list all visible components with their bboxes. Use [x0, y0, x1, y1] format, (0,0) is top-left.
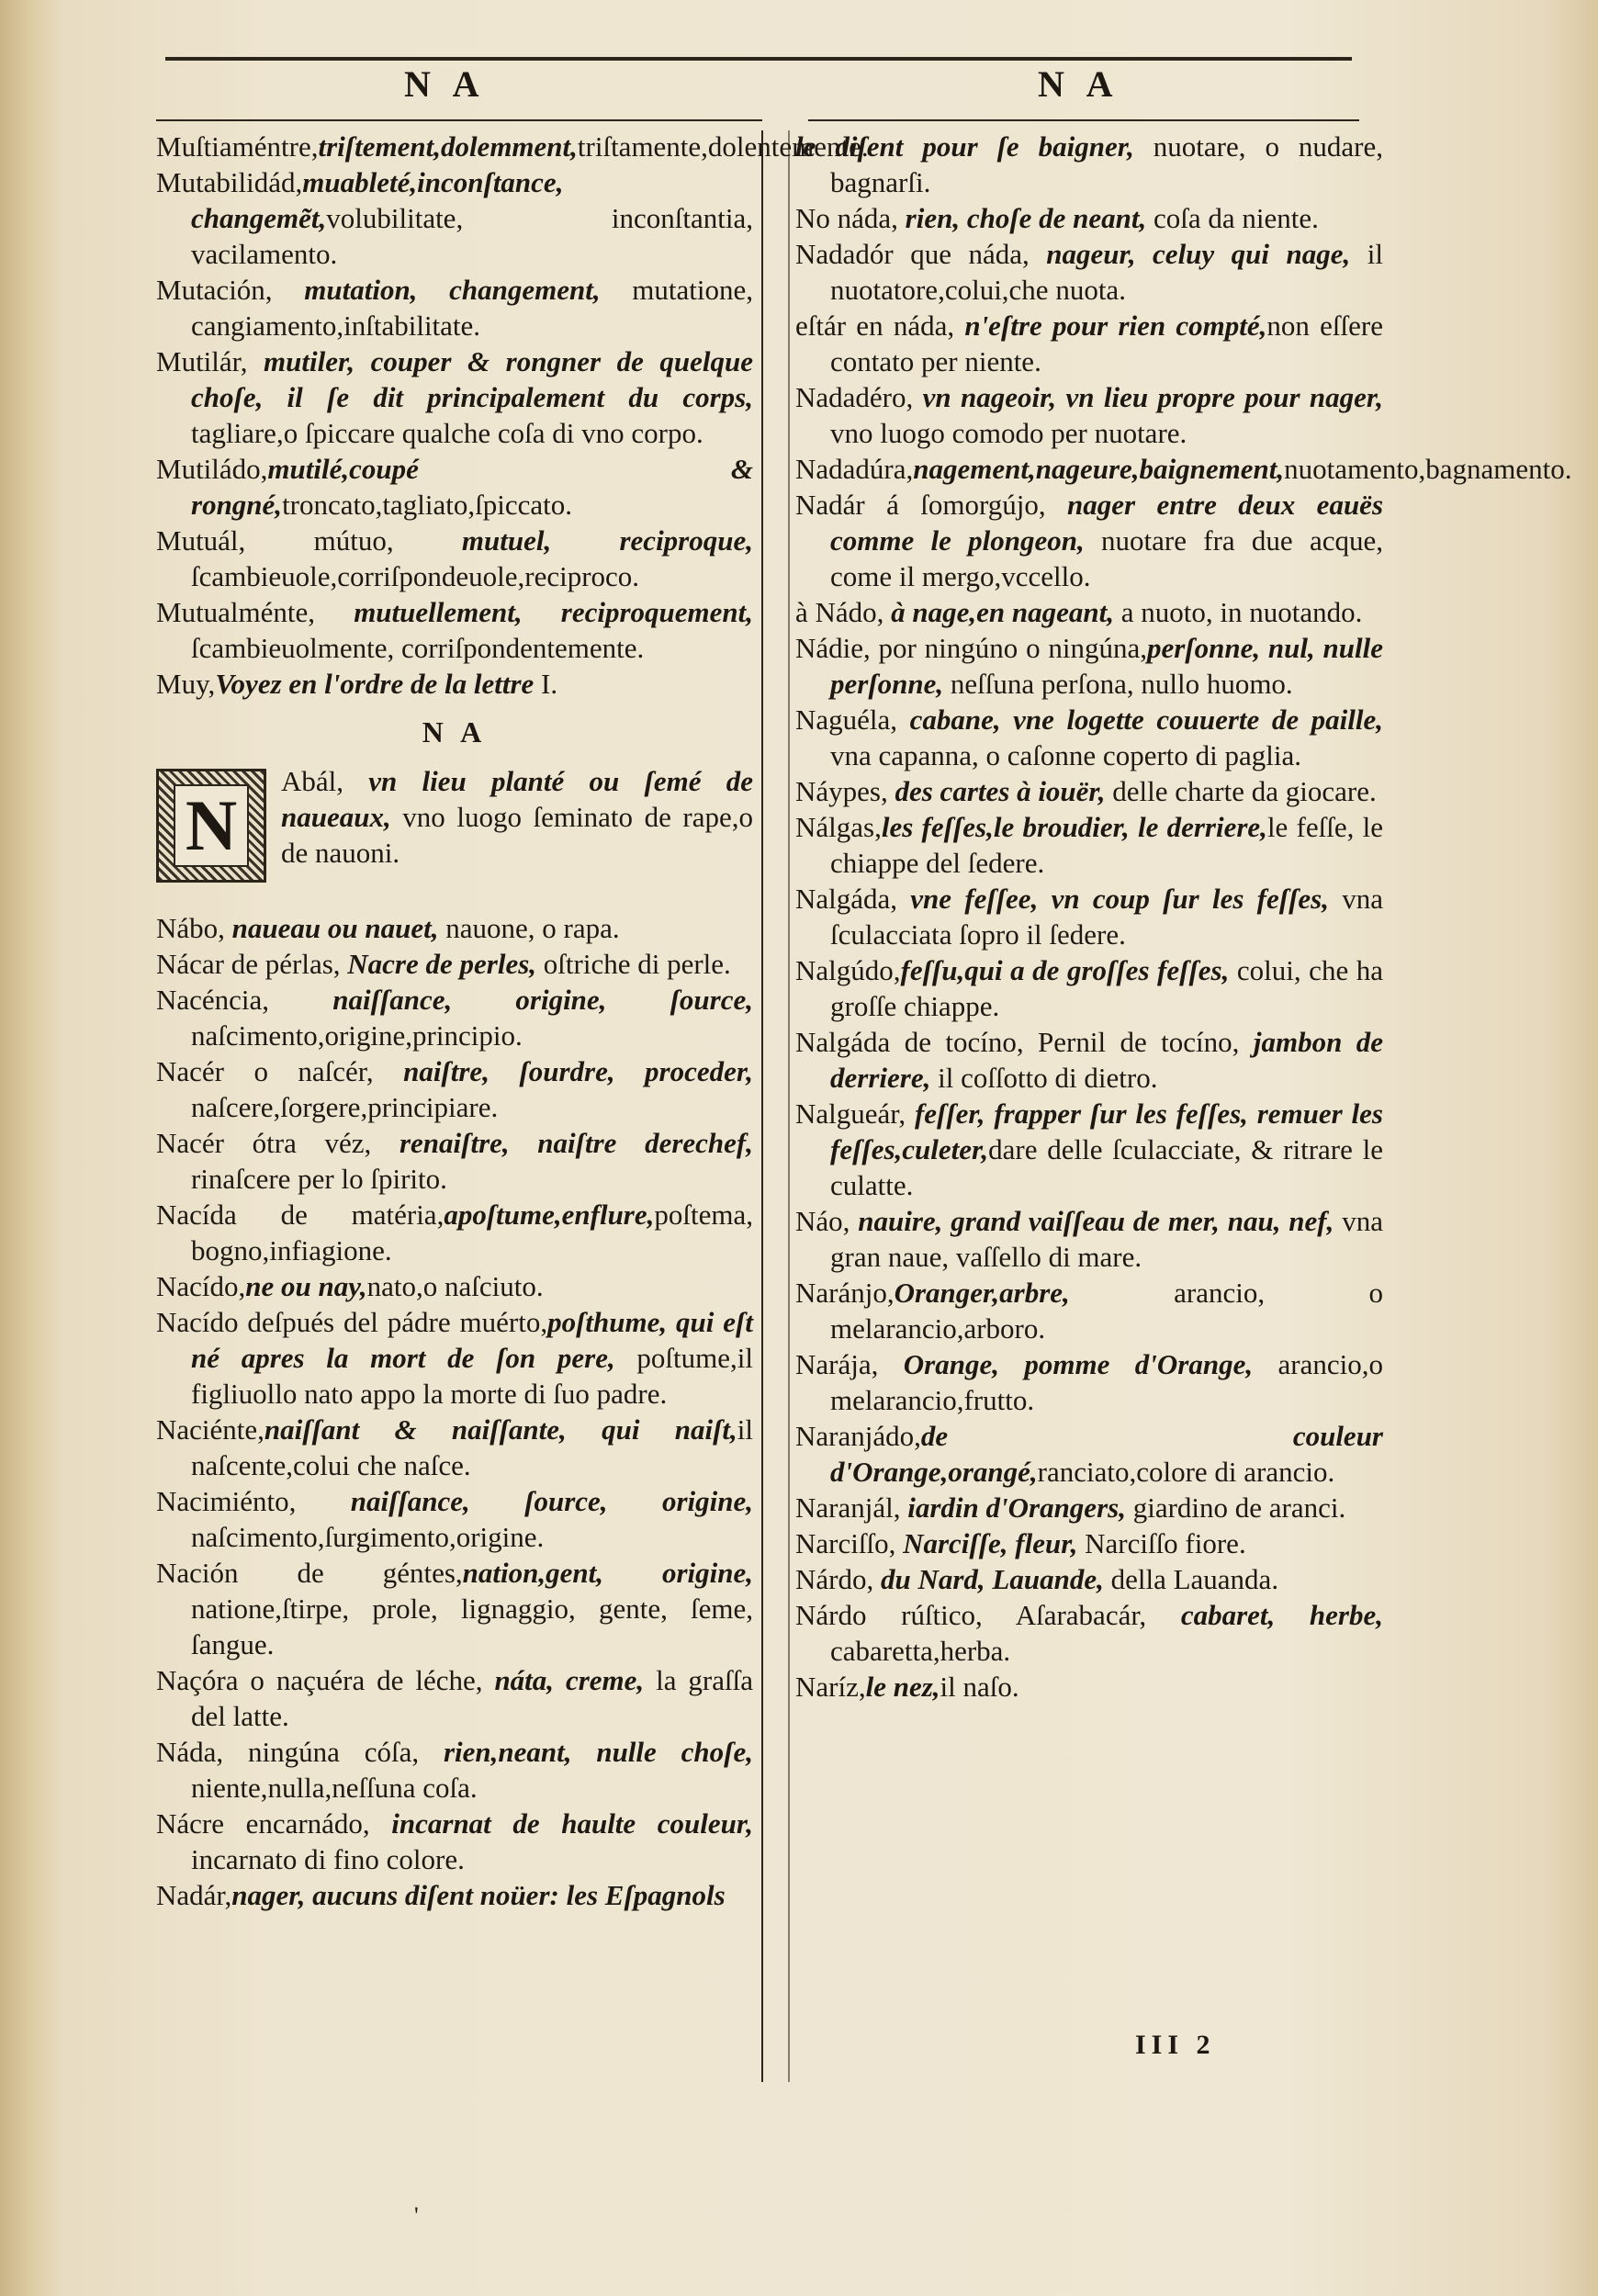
- entry-headword: Mutuál, mútuo,: [156, 524, 462, 557]
- entry-headword: Abál,: [281, 765, 369, 797]
- dictionary-entry: [156, 451, 753, 523]
- entry-french: le nez,: [865, 1671, 940, 1703]
- right-head-rule: [808, 119, 1359, 121]
- entry-italian: natione,ſtirpe, prole, lignaggio, gente, ſeme, ſangue.: [191, 1593, 753, 1660]
- entry-italian: delle charte da giocare.: [1105, 775, 1377, 807]
- entry-french: des cartes à iouër,: [895, 775, 1106, 807]
- entry-french: Nacre de perles,: [347, 948, 537, 980]
- dictionary-entry: [156, 1662, 753, 1734]
- dictionary-entry: [156, 1806, 753, 1877]
- entry-headword: à Nádo,: [795, 596, 892, 628]
- dictionary-entry: [156, 594, 753, 666]
- dictionary-entry: [795, 1024, 1383, 1096]
- entry-french: jambon de derriere,: [830, 1026, 1383, 1094]
- entry-italian: le feſſe, le chiappe del ſedere.: [830, 811, 1383, 879]
- entry-headword: Nábo,: [156, 912, 232, 944]
- dictionary-entry: [156, 129, 869, 164]
- column-divider-secondary: [788, 130, 790, 2082]
- entry-headword: Mutabilidád,: [156, 166, 303, 198]
- dictionary-entry: [795, 773, 1383, 809]
- entry-french: vne feſſee, vn coup ſur les feſſes,: [910, 883, 1329, 915]
- entry-french: mutuel, reciproque,: [461, 524, 753, 557]
- entry-italian: nuotamento,bagnamento.: [1284, 453, 1572, 485]
- entry-italian: rinaſcere per lo ſpirito.: [191, 1163, 447, 1195]
- entry-italian: il naſo.: [940, 1671, 1019, 1703]
- entry-french: iardin d'Orangers,: [907, 1491, 1126, 1524]
- entry-french: nagement,nageure,baignement,: [913, 453, 1285, 485]
- entry-headword: Nadadéro,: [795, 381, 923, 413]
- dictionary-entry: [795, 308, 1383, 379]
- entry-headword: Nacér o naſcér,: [156, 1055, 404, 1087]
- dictionary-entry: [156, 1268, 753, 1304]
- entry-french: nager entre deux eauës comme le plongeon,: [830, 489, 1384, 557]
- dictionary-entry: [156, 523, 753, 594]
- entry-french: muableté,inconſtance, changemẽt,: [191, 166, 564, 234]
- dictionary-entry: [156, 1483, 753, 1555]
- entry-french: naueau ou nauet,: [231, 912, 439, 944]
- entry-french: nauire, grand vaiſſeau de mer, nau, nef,: [858, 1205, 1334, 1237]
- entry-french: naiſſance, origine, ſource,: [332, 984, 753, 1016]
- entry-french: feſſu,qui a de groſſes feſſes,: [900, 954, 1230, 986]
- entry-headword: Nalgáda,: [795, 883, 911, 915]
- entry-french: apoſtume,enflure,: [444, 1199, 655, 1231]
- entry-headword: eſtár en náda,: [795, 310, 965, 342]
- entry-headword: Nacída de matéria,: [156, 1199, 445, 1231]
- entry-italian: niente,nulla,neſſuna coſa.: [191, 1772, 478, 1804]
- entry-italian: dare delle ſculacciate, & ritrare le culatte.: [830, 1133, 1383, 1201]
- entry-french: du Nard, Lauande,: [880, 1563, 1104, 1595]
- entry-french: cabane, vne logette couuerte de paille,: [909, 703, 1383, 736]
- entry-italian: poſtema, bogno,infiagione.: [191, 1199, 753, 1266]
- entry-french: Orange, pomme d'Orange,: [903, 1348, 1254, 1380]
- entry-headword: Nacéncia,: [156, 984, 333, 1016]
- dictionary-entry: [156, 1877, 753, 1913]
- entry-headword: Nacído deſpués del pádre muérto,: [156, 1306, 548, 1338]
- entry-french: Narciſſe, fleur,: [903, 1527, 1078, 1559]
- entry-italian: tagliare,o ſpiccare qualche coſa di vno corpo.: [191, 417, 703, 449]
- dictionary-entry: [795, 379, 1383, 451]
- entry-headword: Nácre encarnádo,: [156, 1807, 392, 1840]
- entry-headword: Nálgas,: [795, 811, 882, 843]
- entry-italian: naſcere,ſorgere,principiare.: [191, 1091, 499, 1123]
- entry-french: nageur, celuy qui nage,: [1046, 238, 1351, 270]
- entry-headword: Nadadór que náda,: [795, 238, 1047, 270]
- entry-italian: mutatione, cangiamento,inſtabilitate.: [191, 274, 753, 342]
- left-entries-after: [156, 910, 753, 1913]
- entry-french: Oranger,arbre,: [894, 1277, 1070, 1309]
- dictionary-entry: [156, 1053, 753, 1125]
- right-column: [795, 129, 1572, 1705]
- dictionary-entry: [795, 809, 1383, 881]
- dictionary-entry: [156, 1555, 753, 1662]
- dictionary-entry: [795, 1275, 1383, 1346]
- dictionary-entry: [795, 200, 1383, 236]
- dictionary-entry: [156, 982, 753, 1053]
- entry-italian: poſtume,il figliuollo nato appo la morte di ſuo padre.: [191, 1342, 754, 1410]
- dictionary-entry: [156, 1304, 753, 1412]
- entry-french: vn nageoir, vn lieu propre pour nager,: [922, 381, 1383, 413]
- entry-italian: vna capanna, o caſonne coperto di paglia.: [830, 739, 1301, 771]
- entry-italian: vno luogo comodo per nuotare.: [830, 417, 1187, 449]
- entry-french: renaiſtre, naiſtre derechef,: [399, 1127, 753, 1159]
- decorated-initial: [156, 769, 266, 883]
- entry-headword: Mutación,: [156, 274, 305, 306]
- entry-italian: colui, che ha groſſe chiappe.: [830, 954, 1383, 1022]
- column-divider: [761, 130, 763, 2082]
- entry-french: rien,neant, nulle choſe,: [443, 1736, 753, 1768]
- entry-headword: Narciſſo,: [795, 1527, 904, 1559]
- dictionary-entry: [156, 1734, 753, 1806]
- entry-headword: Nácar de pérlas,: [156, 948, 348, 980]
- entry-headword: Náda, ningúna cóſa,: [156, 1736, 444, 1768]
- entry-french: naiſtre, ſourdre, proceder,: [403, 1055, 753, 1087]
- dictionary-entry: [795, 881, 1383, 952]
- entry-headword: Naçóra o naçuéra de léche,: [156, 1664, 495, 1696]
- entry-italian: il naſcente,colui che naſce.: [191, 1413, 753, 1481]
- entry-italian: coſa da niente.: [1146, 202, 1319, 234]
- entry-italian: oſtriche di perle.: [536, 948, 731, 980]
- entry-headword: Narája,: [795, 1348, 904, 1380]
- entry-italian: ranciato,colore di arancio.: [1037, 1456, 1335, 1488]
- entry-french: mutuellement, reciproquement,: [354, 596, 753, 628]
- entry-french: mutation, changement,: [304, 274, 601, 306]
- entry-headword: Nárdo,: [795, 1563, 881, 1595]
- entry-french: vn lieu planté ou ſemé de naueaux,: [281, 765, 754, 833]
- entry-headword: Nádie, por ningúno o ningúna,: [795, 632, 1147, 664]
- entry-headword: Nación de géntes,: [156, 1557, 463, 1589]
- dictionary-entry: [156, 946, 753, 982]
- dictionary-entry: [795, 702, 1383, 773]
- dictionary-entry: [156, 343, 753, 451]
- dictionary-entry: [795, 1597, 1383, 1669]
- section-opening: [156, 763, 753, 910]
- entry-headword: Mutualménte,: [156, 596, 354, 628]
- signature-mark: III 2: [1135, 2030, 1216, 2060]
- entry-headword: Muy,: [156, 668, 216, 700]
- entry-italian: nuotare fra due acque, come il mergo,vccello.: [830, 524, 1383, 592]
- dictionary-entry: [795, 1669, 1383, 1705]
- entry-italian: ſcambieuole,corriſpondeuole,reciproco.: [191, 560, 640, 592]
- entry-italian: nato,o naſciuto.: [366, 1270, 544, 1302]
- right-running-head: N A: [1038, 63, 1120, 105]
- dictionary-entry: [156, 666, 753, 702]
- initial-letter: N: [174, 784, 249, 867]
- entry-headword: Náypes,: [795, 775, 895, 807]
- dictionary-entry: [156, 1197, 753, 1268]
- entry-french: naiſſant & naiſſante, qui naiſt,: [264, 1413, 737, 1446]
- entry-italian: I.: [534, 668, 558, 700]
- entry-italian: ſcambieuolmente, corriſpondentemente.: [191, 632, 645, 664]
- entry-italian: neſſuna perſona, nullo huomo.: [943, 668, 1293, 700]
- entry-italian: naſcimento,origine,principio.: [191, 1019, 523, 1052]
- dictionary-entry: [156, 1412, 753, 1483]
- dictionary-entry: [795, 487, 1383, 594]
- entry-italian: la graſſa del latte.: [191, 1664, 753, 1732]
- dictionary-entry: [156, 910, 753, 946]
- entry-french: naiſſance, ſource, origine,: [350, 1485, 753, 1517]
- entry-headword: Nalgáda de tocíno, Pernil de tocíno,: [795, 1026, 1254, 1058]
- entry-headword: Naciénte,: [156, 1413, 264, 1446]
- entry-headword: Naguéla,: [795, 703, 910, 736]
- entry-italian: giardino de aranci.: [1125, 1491, 1346, 1524]
- entry-headword: Naríz,: [795, 1671, 866, 1703]
- entry-french: Voyez en l'ordre de la lettre: [215, 668, 535, 700]
- entry-italian: incarnato di fino colore.: [191, 1843, 465, 1875]
- entry-italian: arancio, o melarancio,arboro.: [830, 1277, 1383, 1345]
- right-entries: [795, 129, 1572, 1705]
- entry-french: náta, creme,: [494, 1664, 645, 1696]
- entry-headword: Nadadúra,: [795, 453, 914, 485]
- entry-french: mutilé,coupé & rongné,: [191, 453, 753, 521]
- dictionary-entry: [156, 272, 753, 343]
- entry-french: le diſent pour ſe baigner,: [795, 130, 1134, 163]
- entry-headword: Nadár,: [156, 1879, 232, 1911]
- dictionary-entry: [795, 129, 1383, 200]
- top-rule: [165, 57, 1352, 61]
- entry-french: n'eſtre pour rien compté,: [964, 310, 1267, 342]
- entry-italian: triſtamente,dolentemente.: [577, 130, 869, 163]
- dictionary-entry: [156, 1125, 753, 1197]
- dictionary-entry: [795, 451, 1572, 487]
- entry-headword: Náo,: [795, 1205, 859, 1237]
- entry-headword: Nacído,: [156, 1270, 246, 1302]
- entry-italian: a nuoto, in nuotando.: [1114, 596, 1363, 628]
- stray-mark: ': [414, 2202, 419, 2229]
- entry-french: poſthume, qui eſt né apres la mort de ſon pere,: [191, 1306, 753, 1374]
- dictionary-entry: [795, 1490, 1383, 1525]
- left-head-rule: [156, 119, 762, 121]
- entry-french: triſtement,dolemment,: [318, 130, 578, 163]
- entry-headword: Naranjál,: [795, 1491, 908, 1524]
- entry-headword: Nacér ótra véz,: [156, 1127, 400, 1159]
- entry-french: mutiler, couper & rongner de quelque choſe, il ſe dit principalement du corps,: [191, 345, 753, 413]
- entry-headword: Mutilár,: [156, 345, 264, 377]
- entry-french: incarnat de haulte couleur,: [391, 1807, 753, 1840]
- dictionary-entry: [795, 1561, 1383, 1597]
- entry-french: nager, aucuns diſent noüer: les Eſpagnols: [231, 1879, 726, 1911]
- entry-headword: Nadár á ſomorgújo,: [795, 489, 1068, 521]
- entry-headword: Naranjádo,: [795, 1420, 921, 1452]
- entry-italian: nauone, o rapa.: [438, 912, 620, 944]
- entry-headword: Muſtiaméntre,: [156, 130, 319, 163]
- entry-italian: Narciſſo fiore.: [1077, 1527, 1246, 1559]
- dictionary-entry: [795, 236, 1383, 308]
- entry-italian: arancio,o melarancio,frutto.: [830, 1348, 1384, 1416]
- dictionary-entry: [795, 1525, 1383, 1561]
- entry-italian: cabaretta,herba.: [830, 1635, 1011, 1667]
- entry-italian: della Lauanda.: [1103, 1563, 1279, 1595]
- dictionary-entry: [795, 594, 1383, 630]
- entry-italian: vna ſculacciata ſopro il ſedere.: [830, 883, 1384, 951]
- dictionary-entry: [795, 1346, 1383, 1418]
- entry-italian: vno luogo ſeminato de rape,o de nauoni.: [281, 801, 753, 869]
- entry-headword: Mutiládo,: [156, 453, 268, 485]
- dictionary-entry: [795, 630, 1383, 702]
- entry-french: perſonne, nul, nulle perſonne,: [830, 632, 1384, 700]
- entry-italian: il coſſotto di dietro.: [930, 1062, 1158, 1094]
- entry-italian: vna gran naue, vaſſello di mare.: [830, 1205, 1383, 1273]
- entry-headword: Nalgúdo,: [795, 954, 901, 986]
- dictionary-entry: [156, 164, 753, 272]
- entry-italian: naſcimento,ſurgimento,origine.: [191, 1521, 545, 1553]
- section-title: N A: [422, 715, 488, 748]
- entry-french: ne ou nay,: [245, 1270, 367, 1302]
- entry-headword: Nárdo rúſtico, Aſarabacár,: [795, 1599, 1181, 1631]
- dictionary-entry: [795, 1418, 1383, 1490]
- entry-french: rien, choſe de neant,: [905, 202, 1147, 234]
- entry-headword: No náda,: [795, 202, 906, 234]
- entry-italian: non eſſere contato per niente.: [830, 310, 1383, 377]
- entry-french: cabaret, herbe,: [1180, 1599, 1383, 1631]
- entry-italian: nuotare, o nudare, bagnarſi.: [830, 130, 1383, 198]
- entry-french: feſſer, frapper ſur les feſſes, remuer les feſſes,culeter,: [830, 1097, 1383, 1165]
- entry-french: les feſſes,le broudier, le derriere,: [881, 811, 1267, 843]
- entry-headword: Naránjo,: [795, 1277, 895, 1309]
- dictionary-entry: [795, 1096, 1383, 1203]
- left-running-head: N A: [404, 63, 487, 105]
- entry-french: nation,gent, origine,: [462, 1557, 753, 1589]
- dictionary-entry: [795, 1203, 1383, 1275]
- entry-italian: volubilitate, inconſtantia, vacilamento.: [191, 202, 753, 270]
- entry-headword: Nalgueár,: [795, 1097, 915, 1130]
- entry-headword: Nacimiénto,: [156, 1485, 351, 1517]
- entry-italian: il nuotatore,colui,che nuota.: [830, 238, 1383, 306]
- entry-french: de couleur d'Orange,orangé,: [830, 1420, 1383, 1488]
- dictionary-entry: [795, 952, 1383, 1024]
- entry-french: à nage,en nageant,: [891, 596, 1115, 628]
- entry-italian: troncato,tagliato,ſpiccato.: [282, 489, 572, 521]
